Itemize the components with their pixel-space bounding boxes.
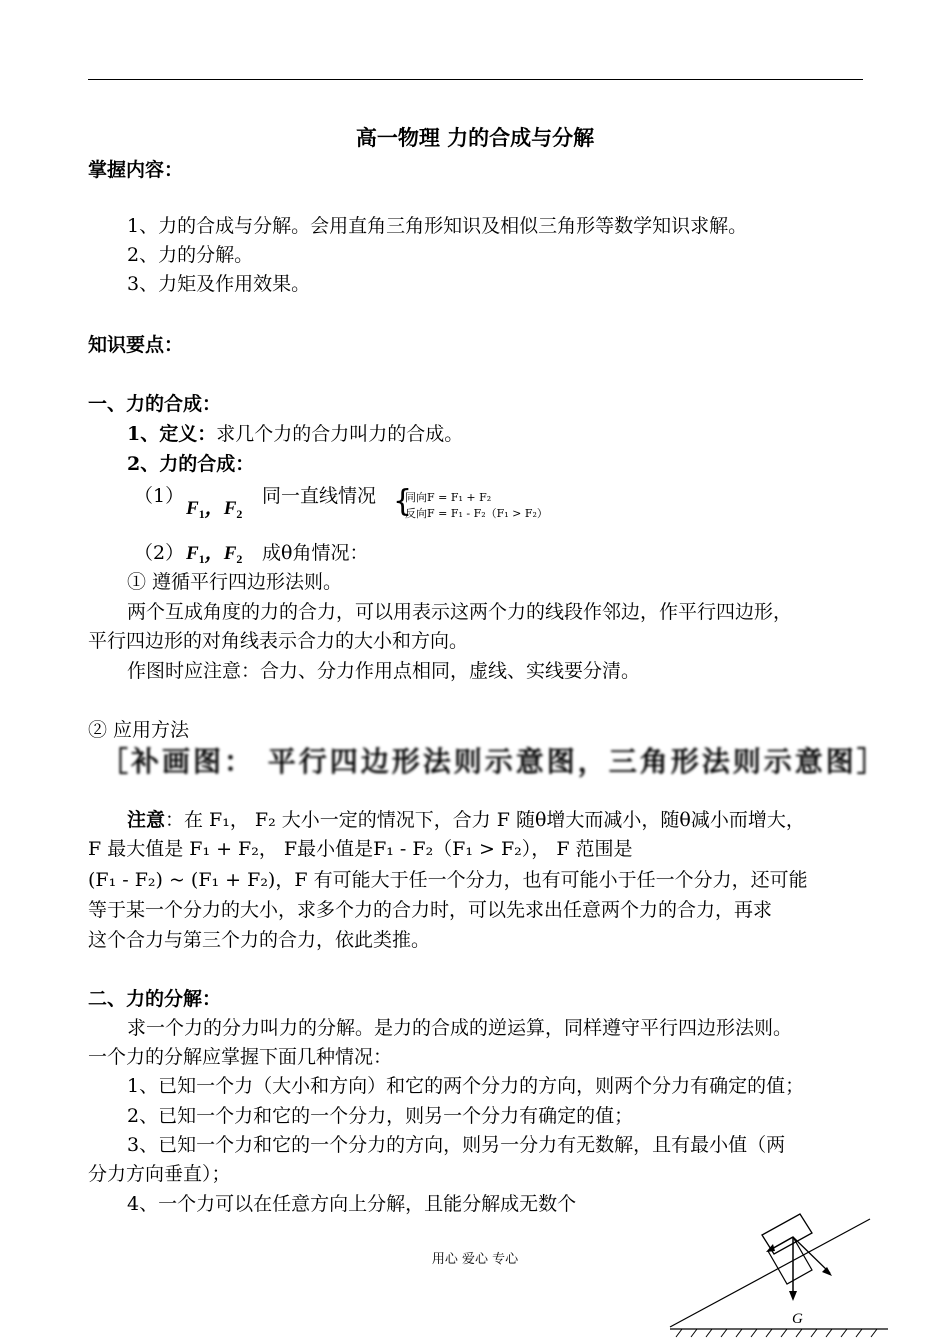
note-line-1 [127, 806, 805, 835]
component-arrowhead-normal [822, 1267, 832, 1276]
case1-number: （1） [134, 485, 185, 507]
section2-item4: 4、一个力可以在任意方向上分解，且能分解成无数个 [127, 1193, 577, 1215]
note-line-5: 这个合力与第三个力的合力，依此类推。 [88, 929, 431, 951]
composition-label: 2、力的合成： [127, 453, 255, 475]
paragraph1-b: 平行四边形的对角线表示合力的大小和方向。 [88, 630, 469, 652]
section1-heading: 一、力的合成： [88, 393, 222, 415]
definition-label: 1、定义： [127, 423, 217, 445]
case2-forces: $F_1$，$F_2$ [186, 543, 243, 566]
note-label: 注意 [127, 809, 166, 831]
note-line-2: F 最大值是 F₁ + F₂， F最小值是F₁ - F₂（F₁ > F₂）， F 范围是 [88, 838, 633, 860]
note-text-1: ：在 F₁， F₂ 大小一定的情况下，合力 F 随θ增大而减小，随θ减小而增大， [165, 809, 805, 831]
case1-text: 同一直线情况 [262, 485, 377, 507]
same-direction-formula: 同向F = F₁ + F₂ [405, 491, 492, 504]
section2-p2: 一个力的分解应掌握下面几种情况： [88, 1046, 393, 1068]
knowledge-heading: 知识要点： [88, 334, 184, 356]
note-line-4: 等于某一个分力的大小，求多个力的合力时，可以先求出任意两个力的合力，再求 [88, 899, 773, 921]
page-footer: 用心 爱心 专心 [431, 1252, 519, 1267]
ground-hatching [676, 1329, 877, 1337]
paragraph2: 作图时应注意：合力、分力作用点相同，虚线、实线要分清。 [127, 660, 641, 682]
section2-item2: 2、已知一个力和它的一个分力，则另一个分力有确定的值； [127, 1105, 634, 1127]
master-item-3: 3、力矩及作用效果。 [127, 273, 311, 295]
gravity-label: G [792, 1311, 803, 1327]
definition-text: 求几个力的合力叫力的合成。 [216, 423, 464, 445]
component-arrow-normal [793, 1237, 830, 1273]
note-line-3: (F₁ - F₂) ~ (F₁ + F₂)，F 有可能大于任一个分力，也有可能小于任一个分力，还可能 [88, 869, 808, 891]
incline-surface [670, 1219, 870, 1327]
master-item-2: 2、力的分解。 [127, 244, 254, 266]
case2-text: 成θ角情况： [262, 542, 369, 564]
component-arrowhead-parallel [766, 1244, 775, 1252]
incline-figure [660, 1205, 890, 1342]
case1-forces: $F_1$，$F_2$ [186, 498, 243, 521]
page-title: 高一物理 力的合成与分解 [355, 125, 595, 150]
blurred-banner: ［补画图： 平行四边形法则示意图，三角形法则示意图］ [100, 745, 888, 778]
parallelogram-rule: ① 遵循平行四边形法则。 [127, 571, 343, 593]
section2-item1: 1、已知一个力（大小和方向）和它的两个分力的方向，则两个分力有确定的值； [127, 1075, 805, 1097]
method-heading: ② 应用方法 [88, 719, 190, 741]
master-heading: 掌握内容： [88, 159, 184, 181]
case1-brace: { [393, 484, 413, 519]
top-rule [88, 79, 863, 80]
force-parallelogram [768, 1237, 812, 1284]
gravity-arrowhead [789, 1291, 797, 1301]
paragraph1-a: 两个互成角度的力的合力，可以用表示这两个力的线段作邻边，作平行四边形， [127, 601, 793, 623]
section2-heading: 二、力的分解： [88, 988, 222, 1010]
opposite-direction-formula: 反向F = F₁ - F₂（F₁ > F₂） [405, 507, 548, 520]
section2-p1: 求一个力的分力叫力的分解。是力的合成的逆运算，同样遵守平行四边形法则。 [127, 1017, 793, 1039]
definition-line [127, 420, 463, 449]
section2-item3-a: 3、已知一个力和它的一个分力的方向，则另一分力有无数解，且有最小值（两 [127, 1134, 786, 1156]
case2-number: （2） [134, 542, 185, 564]
master-item-1: 1、力的合成与分解。会用直角三角形知识及相似三角形等数学知识求解。 [127, 215, 748, 237]
section2-item3-b: 分力方向垂直）； [88, 1163, 231, 1185]
